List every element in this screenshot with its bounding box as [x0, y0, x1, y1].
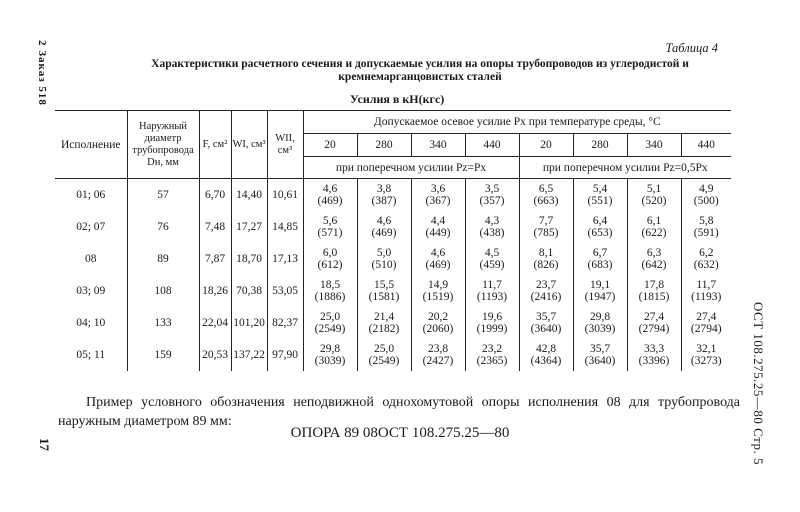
force-kgf: (3039) [584, 322, 616, 335]
force-kn: 27,4 [696, 310, 717, 323]
w2-cell: 14,85 [267, 211, 303, 243]
force-cell [465, 211, 519, 243]
force-cell [411, 243, 465, 275]
force-kgf: (612) [317, 258, 343, 271]
force-kgf: (2794) [690, 322, 722, 335]
header-diameter: Наружный диаметр трубопровода Dн, мм [127, 111, 199, 179]
force-kn: 4,9 [699, 182, 714, 195]
force-kn: 29,8 [319, 342, 341, 355]
header-execution: Исполнение [55, 111, 127, 179]
force-kn: 35,7 [589, 342, 611, 355]
designation-formula: ОПОРА 89 08ОСТ 108.275.25—80 [290, 425, 510, 441]
force-kgf: (632) [693, 258, 719, 271]
diameter-cell: 108 [127, 275, 199, 307]
area-cell: 20,53 [199, 339, 231, 371]
force-cell [303, 179, 357, 211]
force-kn: 5,4 [592, 182, 608, 195]
force-cell [573, 339, 627, 371]
force-kgf: (1999) [476, 322, 508, 335]
table-row [55, 339, 731, 371]
margin-standard-ref: ОСТ 108.275.25—80 Стр. 5 [751, 302, 766, 465]
force-kgf: (2549) [368, 354, 400, 367]
force-kgf: (469) [425, 258, 451, 271]
force-kn: 6,3 [646, 246, 662, 259]
w1-cell: 18,70 [231, 243, 267, 275]
force-kgf: (2365) [476, 354, 508, 367]
force-cell [627, 243, 681, 275]
exec-cell: 08 [85, 252, 97, 265]
force-kgf: (387) [371, 194, 397, 207]
force-kgf: (510) [371, 258, 397, 271]
force-kgf: (1193) [691, 290, 722, 303]
force-kn: 20,2 [427, 310, 449, 323]
force-cell [411, 275, 465, 307]
force-cell [681, 243, 731, 275]
header-condition-1: при поперечном усилии Pz=Px [303, 157, 519, 179]
area-cell: 6,70 [199, 179, 231, 211]
force-cell [627, 339, 681, 371]
header-w1: WI, см³ [231, 111, 267, 179]
force-kgf: (500) [693, 194, 719, 207]
force-kgf: (449) [425, 226, 451, 239]
force-kgf: (2794) [638, 322, 670, 335]
header-temp: 20 [519, 134, 573, 157]
force-kgf: (642) [641, 258, 667, 271]
force-kn: 42,8 [535, 342, 557, 355]
header-temp: 440 [681, 134, 731, 157]
force-kgf: (1815) [638, 290, 670, 303]
force-kgf: (2427) [422, 354, 454, 367]
force-kn: 5,6 [322, 214, 338, 227]
force-kgf: (3640) [530, 322, 562, 335]
force-kn: 32,1 [696, 342, 717, 355]
area-cell: 18,26 [199, 275, 231, 307]
force-kn: 35,7 [535, 310, 557, 323]
force-cell [519, 179, 573, 211]
force-kgf: (683) [587, 258, 613, 271]
force-cell [519, 275, 573, 307]
area-cell: 7,48 [199, 211, 231, 243]
force-cell [411, 179, 465, 211]
force-cell [519, 339, 573, 371]
force-kgf: (3640) [584, 354, 616, 367]
loads-table [55, 110, 731, 371]
force-kn: 6,0 [322, 246, 338, 259]
units-note: Усилия в кН(кгс) [350, 92, 445, 106]
area-cell: 7,87 [199, 243, 231, 275]
w1-cell: 137,22 [231, 339, 267, 371]
force-cell [681, 339, 731, 371]
force-kn: 33,3 [643, 342, 665, 355]
force-kn: 6,1 [646, 214, 662, 227]
force-kn: 5,1 [646, 182, 662, 195]
header-temp: 280 [357, 134, 411, 157]
force-kgf: (469) [371, 226, 397, 239]
force-kn: 21,4 [373, 310, 395, 323]
force-kn: 5,0 [376, 246, 392, 259]
force-kgf: (2060) [422, 322, 454, 335]
exec-cell: 02; 07 [76, 220, 106, 233]
exec-cell: 03; 09 [76, 284, 106, 297]
force-kn: 11,7 [696, 278, 717, 291]
force-kgf: (2416) [530, 290, 562, 303]
exec-cell: 01; 06 [76, 188, 106, 201]
force-cell [357, 243, 411, 275]
force-kn: 11,7 [482, 278, 502, 291]
force-kn: 3,5 [484, 182, 500, 195]
force-kgf: (663) [533, 194, 559, 207]
force-kn: 7,7 [538, 214, 554, 227]
force-kn: 6,5 [538, 182, 554, 195]
header-temp: 340 [627, 134, 681, 157]
force-kn: 4,4 [430, 214, 446, 227]
force-cell [465, 339, 519, 371]
force-kn: 4,5 [484, 246, 500, 259]
force-kn: 23,2 [481, 342, 503, 355]
table-row [55, 179, 731, 211]
force-kn: 3,8 [376, 182, 392, 195]
force-cell [519, 243, 573, 275]
force-kgf: (622) [641, 226, 667, 239]
force-kgf: (2549) [314, 322, 346, 335]
force-cell [411, 211, 465, 243]
force-kgf: (367) [425, 194, 451, 207]
force-cell [357, 179, 411, 211]
force-kn: 4,3 [484, 214, 500, 227]
force-kn: 25,0 [373, 342, 395, 355]
force-cell [681, 211, 731, 243]
force-kgf: (520) [641, 194, 667, 207]
diameter-cell: 76 [127, 211, 199, 243]
w1-cell: 14,40 [231, 179, 267, 211]
force-cell [627, 307, 681, 339]
force-cell [303, 211, 357, 243]
force-kgf: (826) [533, 258, 559, 271]
force-cell [573, 275, 627, 307]
force-kgf: (1886) [314, 290, 346, 303]
exec-cell: 05; 11 [76, 348, 106, 361]
force-cell [627, 179, 681, 211]
force-kgf: (3396) [638, 354, 670, 367]
header-condition-2: при поперечном усилии Pz=0,5Px [519, 157, 731, 179]
force-kn: 4,6 [376, 214, 392, 227]
header-temp: 340 [411, 134, 465, 157]
force-cell [519, 307, 573, 339]
force-kn: 3,6 [430, 182, 446, 195]
force-cell [465, 275, 519, 307]
force-cell [681, 307, 731, 339]
force-kgf: (551) [587, 194, 613, 207]
force-cell [573, 211, 627, 243]
exec-cell: 04; 10 [76, 316, 106, 329]
example-paragraph: Пример условного обозначения неподвижной однохомутовой опоры исполнения 08 для трубопровода наружным диаметром 89 мм: [58, 395, 740, 429]
margin-order-number: 2 Заказ 518 [36, 40, 48, 106]
force-kgf: (357) [479, 194, 505, 207]
force-kgf: (1193) [476, 290, 508, 303]
table-row [55, 211, 731, 243]
diameter-cell: 133 [127, 307, 199, 339]
force-cell [573, 179, 627, 211]
table-caption: Характеристики расчетного сечения и допускаемые усилия на опоры трубопроводов из углеродистой и кремнемарганцовистых сталей [151, 58, 689, 83]
force-kn: 6,7 [592, 246, 608, 259]
force-kgf: (1581) [368, 290, 400, 303]
force-kn: 14,9 [427, 278, 449, 291]
force-cell [357, 339, 411, 371]
table-row [55, 307, 731, 339]
force-kn: 6,4 [592, 214, 608, 227]
w2-cell: 97,90 [267, 339, 303, 371]
table-row [55, 275, 731, 307]
w1-cell: 70,38 [231, 275, 267, 307]
force-cell [357, 307, 411, 339]
diameter-cell: 159 [127, 339, 199, 371]
force-kn: 4,6 [322, 182, 338, 195]
force-kn: 4,6 [430, 246, 446, 259]
force-kgf: (653) [587, 226, 613, 239]
force-cell [357, 275, 411, 307]
force-kgf: (591) [693, 226, 719, 239]
w2-cell: 82,37 [267, 307, 303, 339]
force-kn: 8,1 [538, 246, 554, 259]
force-cell [627, 275, 681, 307]
force-kgf: (2182) [368, 322, 400, 335]
force-cell [465, 179, 519, 211]
diameter-cell: 57 [127, 179, 199, 211]
w2-cell: 53,05 [267, 275, 303, 307]
force-cell [573, 307, 627, 339]
header-area: F, см² [199, 111, 231, 179]
force-kn: 29,8 [589, 310, 611, 323]
table-label: Таблица 4 [665, 41, 718, 55]
header-temp: 280 [573, 134, 627, 157]
force-kn: 19,6 [481, 310, 503, 323]
force-kgf: (1519) [422, 290, 454, 303]
w2-cell: 10,61 [267, 179, 303, 211]
force-kn: 19,1 [589, 278, 611, 291]
force-kn: 15,5 [373, 278, 395, 291]
force-cell [303, 307, 357, 339]
force-kn: 23,7 [535, 278, 557, 291]
w1-cell: 17,27 [231, 211, 267, 243]
force-cell [411, 339, 465, 371]
header-temp: 20 [303, 134, 357, 157]
force-kgf: (438) [479, 226, 505, 239]
force-kn: 5,8 [699, 214, 714, 227]
force-kn: 25,0 [319, 310, 341, 323]
w2-cell: 17,13 [267, 243, 303, 275]
force-kgf: (469) [317, 194, 343, 207]
margin-page-number: 17 [37, 438, 52, 451]
force-cell [681, 275, 731, 307]
force-cell [465, 243, 519, 275]
force-kn: 6,2 [699, 246, 714, 259]
header-temp: 440 [465, 134, 519, 157]
header-axial-force: Допускаемое осевое усилие Px при температуре среды, °С [303, 111, 731, 134]
force-cell [357, 211, 411, 243]
force-kgf: (459) [479, 258, 505, 271]
force-kgf: (3273) [690, 354, 722, 367]
force-kgf: (4364) [530, 354, 562, 367]
force-cell [411, 307, 465, 339]
force-cell [681, 179, 731, 211]
force-cell [303, 275, 357, 307]
force-kn: 27,4 [643, 310, 665, 323]
force-cell [519, 211, 573, 243]
header-w2: WII, см³ [267, 111, 303, 179]
force-kn: 17,8 [643, 278, 665, 291]
table-body [55, 179, 731, 371]
force-kgf: (785) [533, 226, 559, 239]
force-cell [573, 243, 627, 275]
force-cell [465, 307, 519, 339]
force-kn: 23,8 [427, 342, 449, 355]
table-row [55, 243, 731, 275]
force-cell [303, 243, 357, 275]
force-cell [627, 211, 681, 243]
area-cell: 22,04 [199, 307, 231, 339]
w1-cell: 101,20 [231, 307, 267, 339]
diameter-cell: 89 [127, 243, 199, 275]
force-kgf: (571) [317, 226, 343, 239]
force-kn: 18,5 [319, 278, 341, 291]
force-kgf: (1947) [584, 290, 616, 303]
force-kgf: (3039) [314, 354, 346, 367]
force-cell [303, 339, 357, 371]
